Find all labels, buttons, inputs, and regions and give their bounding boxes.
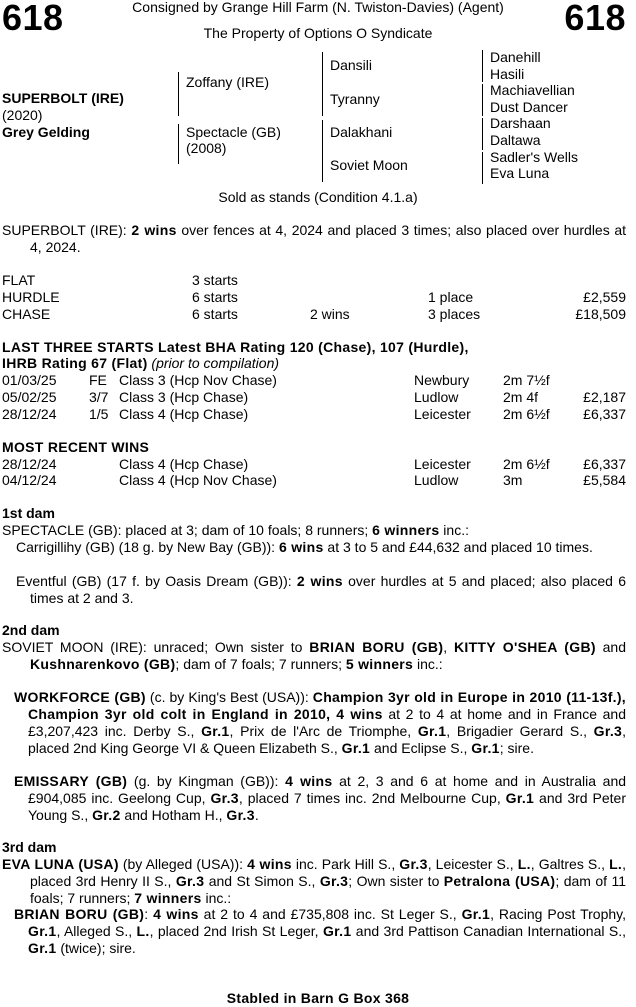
text: , Leicester S.,	[427, 856, 518, 872]
gen4-1: Danehill	[490, 49, 541, 65]
horse-name: SUPERBOLT (IRE)	[2, 90, 124, 106]
summary-wins: 2 wins	[131, 222, 177, 238]
win-distance: 3m	[503, 472, 523, 488]
bracket-sire	[178, 72, 179, 116]
bold-text: 4 wins	[247, 856, 292, 872]
bracket-g4d	[482, 152, 483, 184]
grade-text: Gr.2	[92, 807, 121, 823]
bold-text: 7 winners	[134, 890, 202, 906]
horse-year: (2020)	[2, 107, 43, 123]
bracket-g3a	[322, 52, 323, 116]
grade-text: Gr.1	[417, 723, 447, 739]
gen4-4: Dust Dancer	[490, 99, 568, 115]
text: and 3rd Pattison Canadian International S.,	[351, 923, 626, 939]
text: (by Alleged (USA)):	[118, 856, 248, 872]
record-places: 1 place	[428, 289, 474, 305]
text: , Racing Post Trophy,	[490, 906, 626, 922]
sale-note: Sold as stands (Condition 4.1.a)	[218, 189, 418, 205]
text: at 2, 3 and 6 at home and in Australia and £904,085 inc. Geelong Cup,	[28, 773, 627, 806]
gen4-2: Hasili	[490, 66, 525, 82]
win-distance: 2m 6½f	[503, 456, 550, 472]
start-position: FE	[89, 372, 107, 388]
dam-name: Spectacle (GB)	[186, 124, 281, 140]
bold-text: BRIAN BORU (GB)	[309, 639, 444, 655]
grade-text: Gr.3	[226, 807, 255, 823]
gen3-4: Soviet Moon	[330, 157, 408, 173]
compilation-note: (prior to compilation)	[151, 355, 280, 371]
record-starts: 6 starts	[192, 289, 238, 305]
text: and St Simon S.,	[204, 873, 320, 889]
bold-text: 2 wins	[296, 573, 343, 589]
bracket-g4c	[482, 118, 483, 150]
start-position: 1/5	[89, 406, 109, 422]
text: and	[595, 639, 626, 655]
text: at 2 to 4 at home and in France and £3,207,423 inc. Derby S.,	[28, 706, 627, 739]
consignor-line: Consigned by Grange Hill Farm (N. Twiston-Davies) (Agent)	[132, 0, 504, 15]
property-line: The Property of Options O Syndicate	[203, 25, 433, 41]
text: ,	[443, 639, 454, 655]
gen3-1: Dansili	[330, 57, 373, 73]
start-distance: 2m 7½f	[503, 372, 550, 388]
text: ; dam of 7 foals; 7 runners;	[175, 656, 346, 672]
lot-number-right: 618	[564, 0, 626, 38]
start-prize: £6,337	[583, 406, 626, 422]
text: Carrigillihy (GB) (18 g. by New Bay (GB)):	[16, 539, 279, 555]
grade-text: Gr.1	[341, 740, 371, 756]
start-race: Class 3 (Hcp Chase)	[119, 389, 249, 405]
sire-name: Zoffany (IRE)	[186, 74, 269, 90]
text: inc. Park Hill S.,	[291, 856, 400, 872]
start-race: Class 4 (Hcp Chase)	[119, 406, 249, 422]
grade-text: Gr.1	[471, 740, 500, 756]
text: , placed 2nd King George VI & Queen Elizabeth S.,	[28, 723, 627, 756]
gen4-5: Darshaan	[490, 115, 551, 131]
ihrb-rating: IHRB Rating 67 (Flat)	[2, 355, 148, 371]
record-prize: £18,509	[575, 306, 626, 322]
text: , Brigadier Gerard S.,	[446, 723, 594, 739]
grade-text: L.	[517, 856, 531, 872]
win-prize: £5,584	[583, 472, 626, 488]
bracket-dam	[178, 124, 179, 164]
start-date: 05/02/25	[2, 389, 57, 405]
third-dam-heading: 3rd dam	[2, 839, 57, 855]
text: , placed 2nd Irish St Leger,	[149, 923, 323, 939]
text: ; Own sister to	[348, 873, 444, 889]
last-three-heading-2	[2, 355, 279, 372]
text: ; sire.	[499, 740, 534, 756]
text: .	[254, 807, 259, 823]
text: over hurdles at 5 and placed; also placed 6 times at 2 and 3.	[30, 573, 627, 606]
summary-name: SUPERBOLT (IRE):	[2, 222, 127, 238]
second-dam-progeny-1	[14, 689, 626, 757]
win-course: Ludlow	[414, 472, 459, 488]
second-dam-progeny-2	[14, 773, 626, 824]
record-code: FLAT	[2, 272, 36, 288]
start-position: 3/7	[89, 389, 109, 405]
grade-text: Gr.1	[28, 923, 57, 939]
start-prize: £2,187	[583, 389, 626, 405]
record-wins: 2 wins	[310, 306, 350, 322]
start-race: Class 3 (Hcp Nov Chase)	[119, 372, 277, 388]
grade-text: Gr.3	[399, 856, 428, 872]
start-distance: 2m 6½f	[503, 406, 550, 422]
start-date: 01/03/25	[2, 372, 57, 388]
bold-text: Champion 3yr old in Europe in 2010 (11-13f.), Champion 3yr old colt in England in 2010, 4 wins	[28, 689, 626, 722]
grade-text: Gr.3	[593, 723, 623, 739]
grade-text: Gr.1	[28, 940, 57, 956]
text: :	[144, 906, 154, 922]
second-dam-main	[2, 639, 626, 673]
text: inc.:	[201, 890, 232, 906]
first-dam-main	[2, 522, 626, 539]
bold-text: Kushnarenkovo (GB)	[30, 656, 176, 672]
record-starts: 6 starts	[192, 306, 238, 322]
text: , Alleged S.,	[56, 923, 137, 939]
summary-paragraph	[2, 222, 626, 256]
start-date: 28/12/24	[2, 406, 57, 422]
bold-text: WORKFORCE (GB)	[14, 689, 146, 705]
win-race: Class 4 (Hcp Nov Chase)	[119, 472, 277, 488]
grade-text: Gr.3	[175, 873, 205, 889]
record-code: HURDLE	[2, 289, 60, 305]
text: SPECTACLE (GB): placed at 3; dam of 10 foals; 8 runners;	[2, 522, 373, 538]
bracket-g4b	[482, 84, 483, 116]
text: , Galtres S.,	[530, 856, 610, 872]
gen3-2: Tyranny	[330, 91, 380, 107]
bold-text: 4 wins	[153, 906, 199, 922]
first-dam-heading: 1st dam	[2, 505, 55, 521]
record-code: CHASE	[2, 306, 51, 322]
gen4-8: Eva Luna	[490, 165, 550, 181]
text: (g. by Kingman (GB)):	[127, 773, 286, 789]
record-places: 3 places	[428, 306, 481, 322]
text: (twice); sire.	[56, 940, 136, 956]
text: at 3 to 5 and £44,632 and placed 10 times.	[323, 539, 593, 555]
gen4-6: Daltawa	[490, 132, 541, 148]
start-distance: 2m 4f	[503, 389, 539, 405]
summary-rest: over fences at 4, 2024 and placed 3 times; also placed over hurdles at 4, 2024.	[30, 222, 627, 255]
text: inc.:	[413, 656, 443, 672]
text: ; dam of 11 foals; 7 runners;	[30, 873, 626, 906]
win-race: Class 4 (Hcp Chase)	[119, 456, 249, 472]
bold-text: 6 wins	[278, 539, 324, 555]
bold-text: 6 winners	[372, 522, 440, 538]
last-three-heading: LAST THREE STARTS Latest BHA Rating 120 (Chase), 107 (Hurdle),	[2, 339, 469, 355]
bold-text: KITTY O'SHEA (GB)	[453, 639, 596, 655]
grade-text: L.	[609, 856, 623, 872]
bracket-g4a	[482, 50, 483, 82]
bold-text: EVA LUNA (USA)	[2, 856, 119, 872]
text: , placed 3rd Henry II S.,	[30, 856, 627, 889]
text: SOVIET MOON (IRE): unraced; Own sister to	[2, 639, 310, 655]
text: Eventful (GB) (17 f. by Oasis Dream (GB)):	[16, 573, 297, 589]
stabling-footer: Stabled in Barn G Box 368	[226, 990, 410, 1006]
start-course: Leicester	[414, 406, 471, 422]
start-course: Ludlow	[414, 389, 459, 405]
text: at 2 to 4 and £735,808 inc. St Leger S.,	[198, 906, 462, 922]
lot-number-left: 618	[2, 0, 64, 38]
bold-text: 5 winners	[345, 656, 414, 672]
win-prize: £6,337	[583, 456, 626, 472]
third-dam-progeny-1	[14, 906, 626, 957]
first-dam-progeny-2	[16, 573, 626, 607]
text: and Eclipse S.,	[370, 740, 472, 756]
grade-text: Gr.1	[505, 790, 535, 806]
first-dam-progeny-1	[16, 539, 626, 556]
text: (c. by King's Best (USA)):	[145, 689, 313, 705]
dam-year: (2008)	[186, 140, 227, 156]
horse-sex: Grey Gelding	[2, 124, 90, 140]
grade-text: Gr.1	[201, 723, 230, 739]
text: and Hotham H.,	[120, 807, 227, 823]
bold-text: Petralona (USA)	[443, 873, 556, 889]
bold-text: 4 wins	[285, 773, 333, 789]
text: inc.:	[439, 522, 469, 538]
record-starts: 3 starts	[192, 272, 238, 288]
win-course: Leicester	[414, 456, 471, 472]
text: , placed 7 times inc. 2nd Melbourne Cup,	[238, 790, 506, 806]
grade-text: Gr.1	[461, 906, 491, 922]
grade-text: Gr.3	[319, 873, 349, 889]
gen3-3: Dalakhani	[330, 124, 393, 140]
start-course: Newbury	[414, 372, 470, 388]
grade-text: Gr.1	[322, 923, 352, 939]
bracket-g3b	[322, 120, 323, 182]
text: , Prix de l'Arc de Triomphe,	[229, 723, 418, 739]
grade-text: Gr.3	[210, 790, 239, 806]
record-prize: £2,559	[583, 289, 626, 305]
recent-wins-heading: MOST RECENT WINS	[2, 439, 150, 455]
bold-text: EMISSARY (GB)	[14, 773, 128, 789]
win-date: 28/12/24	[2, 456, 57, 472]
second-dam-heading: 2nd dam	[2, 622, 60, 638]
grade-text: L.	[136, 923, 150, 939]
gen4-3: Machiavellian	[490, 82, 575, 98]
third-dam-main	[2, 856, 626, 907]
text: and 3rd Peter Young S.,	[28, 790, 626, 823]
win-date: 04/12/24	[2, 472, 57, 488]
bold-text: BRIAN BORU (GB)	[14, 906, 145, 922]
gen4-7: Sadler's Wells	[490, 149, 578, 165]
